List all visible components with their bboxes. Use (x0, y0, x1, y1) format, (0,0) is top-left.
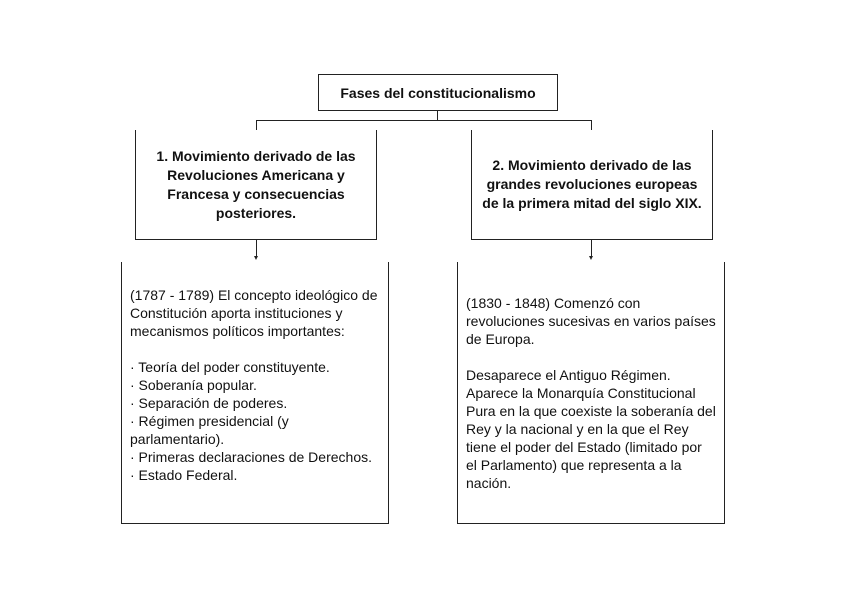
phase-1-heading-node (135, 130, 377, 240)
phase-1-item: · Separación de poderes. (130, 395, 288, 411)
root-node (318, 74, 558, 111)
arrow-left-head (254, 256, 258, 260)
phase-1-intro: (1787 - 1789) El concepto ideológico de Constitución aporta instituciones y mecanismos políticos importantes: (130, 287, 378, 339)
phase-2-heading-node (471, 130, 713, 240)
connector-horizontal (256, 120, 592, 121)
connector-root-down (437, 111, 438, 120)
phase-1-item: · Primeras declaraciones de Derechos. (130, 449, 372, 465)
phase-1-item: · Estado Federal. (130, 467, 238, 483)
connector-left-down (256, 120, 257, 130)
phase-2-heading: 2. Movimiento derivado de las grandes revoluciones europeas de la primera mitad del siglo XIX. (482, 157, 702, 211)
phase-2-body: Desaparece el Antiguo Régimen. Aparece la Monarquía Constitucional Pura en la que coexiste la soberanía del Rey y la nacional y en la que el Rey tiene el poder del Estado (limitado por el Parlamento) que representa a la nación. (466, 367, 716, 491)
arrow-right-head (589, 256, 593, 260)
connector-right-down (591, 120, 592, 130)
root-title: Fases del constitucionalismo (340, 84, 536, 101)
connector-right-branch (591, 240, 592, 256)
phase-2-intro: (1830 - 1848) Comenzó con revoluciones sucesivas en varios países de Europa. (466, 295, 716, 347)
phase-1-item: · Régimen presidencial (y parlamentario). (130, 413, 289, 447)
phase-1-heading: 1. Movimiento derivado de las Revoluciones Americana y Francesa y consecuencias posteriores. (156, 147, 356, 221)
phase-2-detail-node (457, 262, 725, 524)
phase-1-item: · Teoría del poder constituyente. (130, 359, 330, 375)
phase-1-detail-node (121, 262, 389, 524)
connector-left-branch (256, 240, 257, 256)
phase-1-item: · Soberanía popular. (130, 377, 257, 393)
